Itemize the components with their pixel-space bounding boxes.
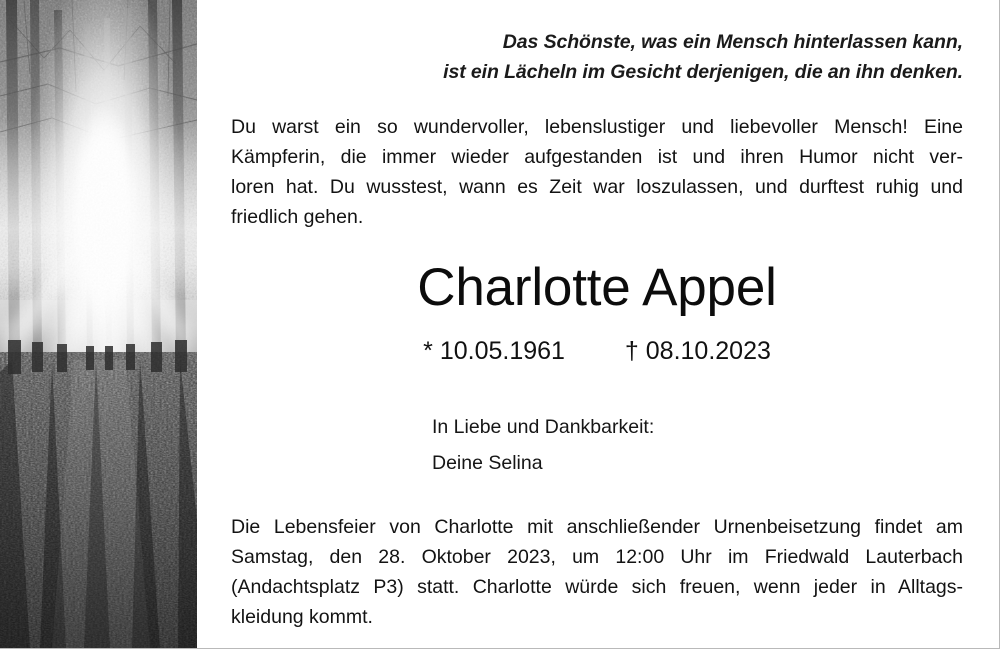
dedication-line-1: In Liebe und Dankbarkeit: bbox=[432, 416, 655, 438]
dedication-block bbox=[432, 409, 852, 481]
cross-dagger-icon: † bbox=[624, 337, 639, 365]
service-line-3: (Andachtsplatz P3) statt. Charlotte würde sich freuen, wenn jeder in Alltags- bbox=[231, 576, 963, 598]
quote-line-1: Das Schönste, was ein Mensch hinterlassen kann, bbox=[502, 31, 963, 53]
birth-date: 10.05.1961 bbox=[439, 337, 565, 365]
notice-text-column bbox=[231, 0, 963, 649]
service-details-paragraph bbox=[231, 512, 963, 632]
service-line-1: Die Lebensfeier von Charlotte mit anschließender Urnenbeisetzung findet am bbox=[231, 516, 963, 538]
dedication-line-2: Deine Selina bbox=[432, 452, 543, 474]
service-line-4: kleidung kommt. bbox=[231, 606, 373, 628]
memorial-quote bbox=[231, 27, 963, 87]
tribute-line-1: Du warst ein so wundervoller, lebenslustiger und liebevoller Mensch! Eine bbox=[231, 116, 963, 138]
death-date-group bbox=[625, 335, 771, 367]
tribute-line-3: loren hat. Du wusstest, wann es Zeit war loszulassen, und durftest ruhig und bbox=[231, 176, 963, 198]
service-line-2: Samstag, den 28. Oktober 2023, um 12:00 Uhr im Friedwald Lauterbach bbox=[231, 546, 963, 568]
tribute-line-4: friedlich gehen. bbox=[231, 206, 364, 228]
deceased-name: Charlotte Appel bbox=[417, 258, 777, 317]
death-date: 08.10.2023 bbox=[645, 337, 771, 365]
tribute-paragraph bbox=[231, 112, 963, 232]
forest-sunbeam-photo bbox=[0, 0, 197, 649]
life-dates bbox=[231, 335, 963, 367]
quote-line-2: ist ein Lächeln im Gesicht derjenigen, die an ihn denken. bbox=[443, 61, 963, 83]
birth-date-group bbox=[423, 335, 565, 367]
tribute-line-2: Kämpferin, die immer wieder aufgestanden ist und ihren Humor nicht ver- bbox=[231, 146, 963, 168]
asterisk-icon: * bbox=[423, 337, 433, 365]
